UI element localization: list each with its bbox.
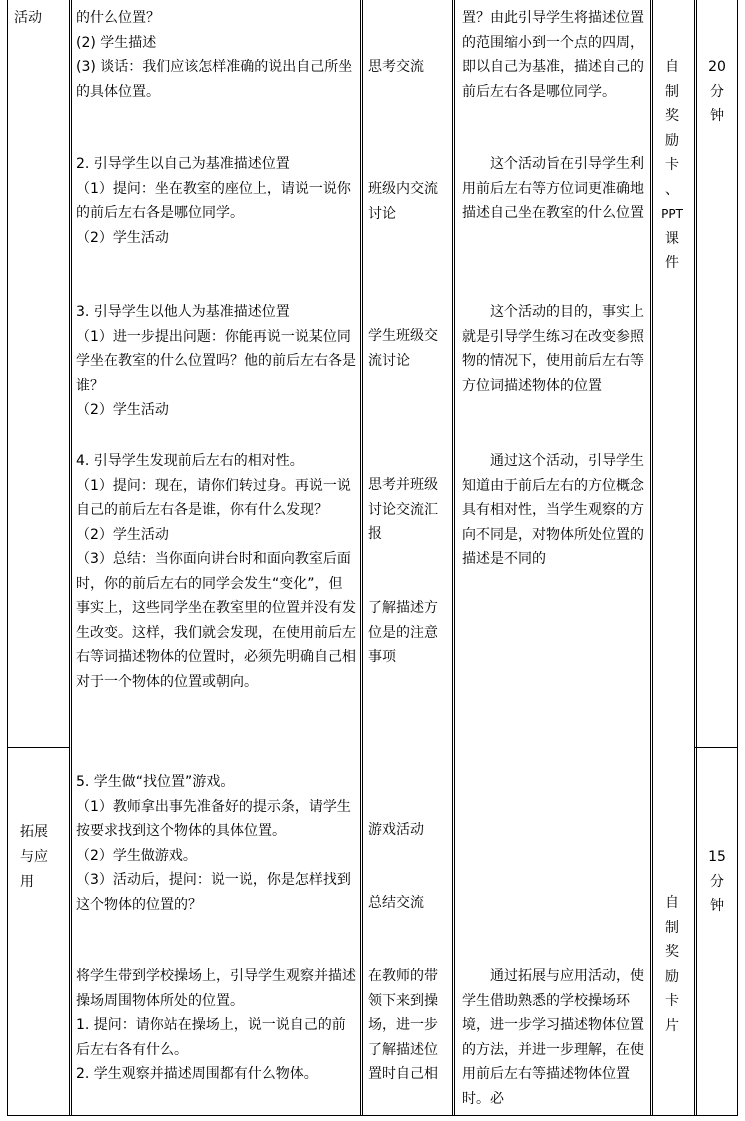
process-line: 1. 提问：请你站在操场上，说一说自己的前后左右各有什么。	[76, 1017, 346, 1058]
process-line: （1）进一步提出问题：你能再说一说某位同学坐在教室的什么位置吗？他的前后左右各是谁？	[76, 328, 356, 394]
design-intent-6: 通过拓展与应用活动，使学生借助熟悉的学校操场环境，进一步学习描述物体位置的方法，并进一步理解，在使用前后左右等描述物体位置时。必	[462, 968, 644, 1107]
process-line: （2）学生活动	[76, 402, 169, 418]
resource-char: 件	[665, 255, 679, 271]
resource-char: 奖	[665, 944, 679, 960]
process-line: 将学生带到学校操场上，引导学生观察并描述操场周围物体所处的位置。	[76, 968, 356, 1009]
student-activity-6: 在教师的带领下来到操场，进一步了解描述位置时自己相	[368, 968, 438, 1082]
design-intent-3: 这个活动的目的，事实上就是引导学生练习在改变参照物的情况下，使用前后左右等方位词描述物体的位置	[462, 304, 644, 394]
resource-char: 片	[665, 1017, 679, 1034]
design-intent-1: 置？由此引导学生将描述位置的范围缩小到一个点的四周，即以自己为基准，描述自己的前后左右各是哪位同学。	[462, 10, 644, 100]
student-activity-5b: 总结交流	[368, 895, 424, 911]
section-label-activity: 活动	[14, 10, 42, 26]
process-line: 的什么位置？	[76, 10, 160, 26]
resources-bottom	[662, 891, 682, 1038]
resource-char: 课	[665, 230, 679, 247]
student-activity-1: 思考交流	[368, 59, 424, 75]
time-char: 20	[708, 59, 726, 75]
resource-char: PPT	[661, 207, 683, 221]
process-block-2	[76, 152, 356, 250]
process-line: 2. 引导学生以自己为基准描述位置	[76, 156, 290, 172]
process-line: （3）活动后，提问：说一说，你是怎样找到这个物体的位置的？	[76, 872, 351, 913]
student-activity-2: 班级内交流讨论	[368, 181, 438, 222]
student-activity-3: 学生班级交流讨论	[368, 328, 438, 369]
process-line: (2) 学生描述	[76, 34, 157, 51]
student-activity-5: 游戏活动	[368, 822, 424, 838]
process-line: （2）学生活动	[76, 229, 169, 246]
process-line: （1）提问：坐在教室的座位上，请说一说你的前后左右各是哪位同学。	[76, 180, 351, 221]
process-block-3	[76, 300, 356, 423]
resource-char: 、	[665, 181, 679, 198]
process-line: 2. 学生观察并描述周围都有什么物体。	[76, 1066, 318, 1082]
process-block-6	[76, 964, 356, 1087]
time-char: 钟	[710, 108, 724, 124]
resource-char: 励	[665, 132, 679, 149]
time-char: 钟	[710, 898, 724, 914]
resource-char: 励	[665, 968, 679, 985]
process-line: （2）学生做游戏。	[76, 847, 197, 864]
time-top	[705, 55, 729, 129]
design-intent-2: 这个活动旨在引导学生利用前后左右等方位词更准确地描述自己坐在教室的什么位置	[462, 156, 644, 221]
resource-char: 自	[665, 59, 679, 75]
process-line: （3）总结：当你面向讲台时和面向教室后面时，你的前后左右的同学会发生“变化”，但事实上，这些同学坐在教室里的位置并没有发生改变。这样，我们就会发现，在使用前后左右等词描述物体的位置时，必须先明确自己相对于一个物体的位置或朝向。	[76, 551, 356, 690]
resources-top	[662, 55, 682, 276]
resource-char: 制	[665, 919, 679, 936]
design-intent-4: 通过这个活动，引导学生知道由于前后左右的方位概念具有相对性，当学生观察的方向不同是，对物体所处位置的描述是不同的	[462, 453, 644, 567]
process-line: 4. 引导学生发现前后左右的相对性。	[76, 453, 304, 469]
resource-char: 奖	[665, 108, 679, 124]
process-line: (3) 谈话：我们应该怎样准确的说出自己所坐的具体位置。	[76, 59, 353, 100]
process-line: 5. 学生做“找位置”游戏。	[76, 774, 235, 790]
time-char: 分	[710, 873, 724, 890]
student-activity-4b: 了解描述方位是的注意事项	[368, 600, 438, 665]
resource-char: 卡	[665, 993, 679, 1009]
section-label-extension: 拓展与应用	[20, 824, 48, 890]
time-char: 15	[708, 849, 726, 865]
process-block-1	[76, 6, 356, 104]
process-line: （1）提问：现在，请你们转过身。再说一说自己的前后左右各是谁，你有什么发现？	[76, 477, 351, 518]
process-block-5	[76, 770, 356, 917]
time-bottom	[705, 845, 729, 919]
resource-char: 卡	[665, 157, 679, 173]
process-line: 3. 引导学生以他人为基准描述位置	[76, 304, 290, 320]
resource-char: 制	[665, 83, 679, 100]
student-activity-4: 思考并班级讨论交流汇报	[368, 477, 438, 542]
process-line: （1）教师拿出事先准备好的提示条，请学生按要求找到这个物体的具体位置。	[76, 798, 351, 839]
time-char: 分	[710, 83, 724, 100]
process-block-4	[76, 449, 356, 694]
resource-char: 自	[665, 895, 679, 911]
process-line: （2）学生活动	[76, 526, 169, 543]
